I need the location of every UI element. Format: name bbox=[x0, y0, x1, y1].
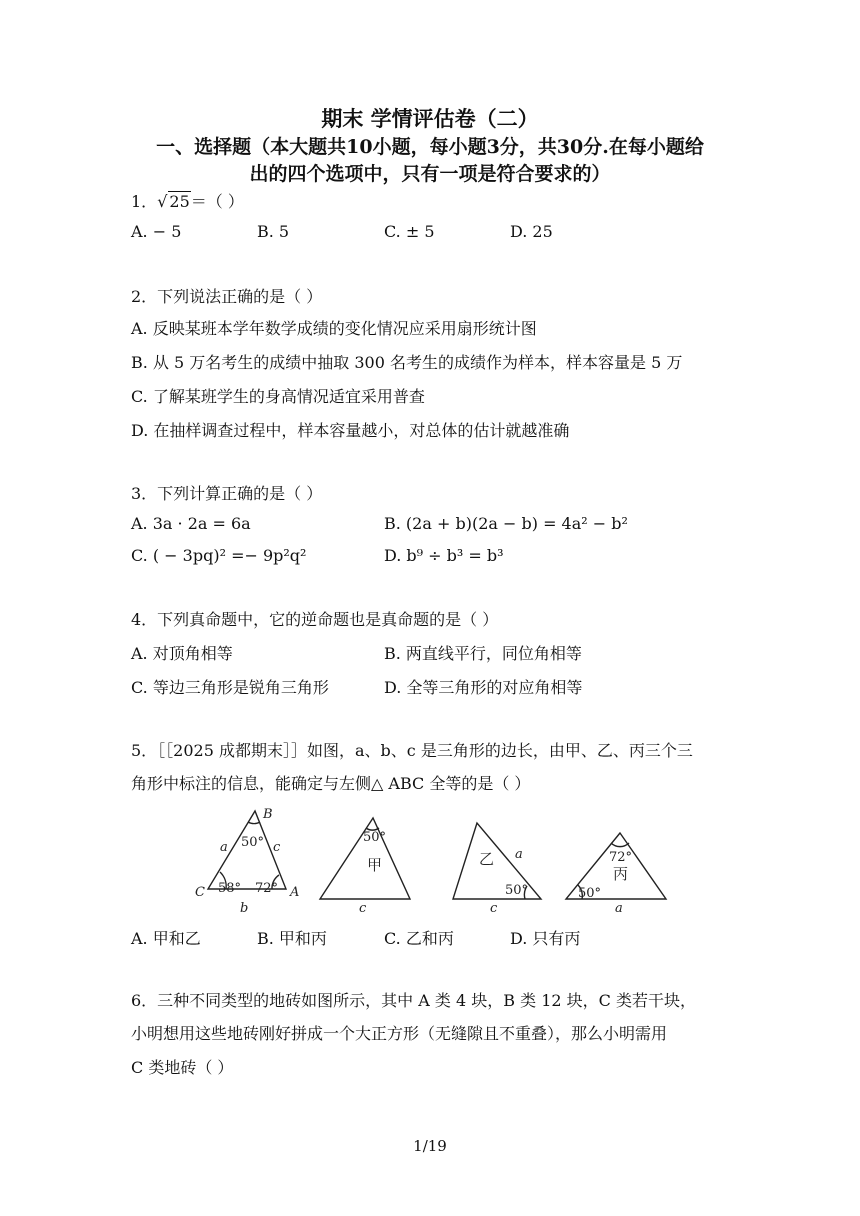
label-yi-side-a: a bbox=[515, 847, 523, 862]
page-title: 期末 学情评估卷（二） bbox=[321, 106, 539, 131]
label-yi-side-c: c bbox=[490, 901, 498, 916]
triangle-figure bbox=[193, 808, 673, 916]
q1-option-d: D. 25 bbox=[510, 222, 553, 241]
label-jia-angle: 50° bbox=[363, 830, 387, 845]
label-bing-side: a bbox=[615, 901, 623, 916]
q1-option-c: C. ± 5 bbox=[384, 222, 435, 241]
q5-stem-line1: 5．［［2025 成都期末］］如图，a、b、c 是三角形的边长，由甲、乙、丙三个三 bbox=[131, 741, 693, 760]
q5-option-b: B. 甲和丙 bbox=[257, 929, 327, 948]
sqrt-symbol: √ bbox=[157, 192, 168, 211]
label-bing: 丙 bbox=[613, 865, 629, 883]
q6-stem-line1: 6．三种不同类型的地砖如图所示，其中 A 类 4 块，B 类 12 块，C 类若干块， bbox=[131, 991, 696, 1010]
q1-option-b: B. 5 bbox=[257, 222, 290, 241]
q6-stem-line3: C 类地砖（ ） bbox=[131, 1058, 234, 1077]
section-heading-line2: 出的四个选项中，只有一项是符合要求的） bbox=[249, 163, 611, 185]
q4-stem: 4．下列真命题中，它的逆命题也是真命题的是（ ） bbox=[131, 610, 499, 629]
label-jia-side: c bbox=[359, 901, 367, 916]
q3-stem: 3．下列计算正确的是（ ） bbox=[131, 484, 323, 503]
q5-stem-line2: 角形中标注的信息，能确定与左侧△ ABC 全等的是（ ） bbox=[131, 774, 531, 793]
q6-stem-line2: 小明想用这些地砖刚好拼成一个大正方形（无缝隙且不重叠），那么小明需用 bbox=[131, 1024, 668, 1043]
label-side-a: a bbox=[220, 840, 228, 855]
q3-option-c: C. ( − 3pq)² =− 9p²q² bbox=[131, 546, 307, 565]
q5-option-a: A. 甲和乙 bbox=[131, 929, 201, 948]
section-heading-line1: 一、选择题（本大题共10小题，每小题3分，共30分.在每小题给 bbox=[156, 136, 704, 158]
label-vertex-b: B bbox=[263, 808, 273, 822]
label-vertex-a: A bbox=[290, 885, 300, 900]
label-yi: 乙 bbox=[479, 850, 495, 868]
q4-option-b: B. 两直线平行，同位角相等 bbox=[384, 644, 582, 663]
angle-mark-bing-top bbox=[611, 843, 629, 847]
q2-option-d: D. 在抽样调查过程中，样本容量越小，对总体的估计就越准确 bbox=[131, 421, 570, 440]
q3-option-d: D. b⁹ ÷ b³ = b³ bbox=[384, 546, 504, 565]
q2-stem: 2．下列说法正确的是（ ） bbox=[131, 287, 323, 306]
angle-mark-b bbox=[248, 822, 260, 824]
section-heading bbox=[120, 134, 740, 188]
q1-radicand: 25 bbox=[169, 192, 190, 211]
q5-option-c: C. 乙和丙 bbox=[384, 929, 454, 948]
q3-option-a: A. 3a · 2a = 6a bbox=[131, 514, 251, 533]
label-bing-angle-top: 72° bbox=[609, 850, 633, 865]
q4-option-c: C. 等边三角形是锐角三角形 bbox=[131, 678, 329, 697]
label-angle-c: 58° bbox=[218, 881, 242, 896]
q4-option-a: A. 对顶角相等 bbox=[131, 644, 233, 663]
label-angle-a: 72° bbox=[255, 881, 279, 896]
label-side-c: c bbox=[273, 840, 281, 855]
label-vertex-c: C bbox=[195, 885, 205, 900]
label-jia: 甲 bbox=[367, 856, 383, 874]
label-side-b: b bbox=[240, 901, 249, 916]
label-bing-angle-left: 50° bbox=[578, 886, 602, 901]
q1-stem: 1．√ 25＝（ ） bbox=[131, 192, 244, 211]
q2-option-c: C. 了解某班学生的身高情况适宜采用普查 bbox=[131, 387, 425, 406]
q4-option-d: D. 全等三角形的对应角相等 bbox=[384, 678, 583, 697]
page-number: 1/19 bbox=[413, 1137, 447, 1155]
q1-option-a: A. − 5 bbox=[131, 222, 182, 241]
q2-option-a: A. 反映某班本学年数学成绩的变化情况应采用扇形统计图 bbox=[131, 319, 537, 338]
label-yi-angle: 50° bbox=[505, 883, 529, 898]
label-angle-b: 50° bbox=[241, 835, 265, 850]
q2-option-b: B. 从 5 万名考生的成绩中抽取 300 名考生的成绩作为样本，样本容量是 5 万 bbox=[131, 353, 683, 372]
q5-option-d: D. 只有丙 bbox=[510, 929, 581, 948]
q3-option-b: B. (2a + b)(2a − b) = 4a² − b² bbox=[384, 514, 628, 533]
